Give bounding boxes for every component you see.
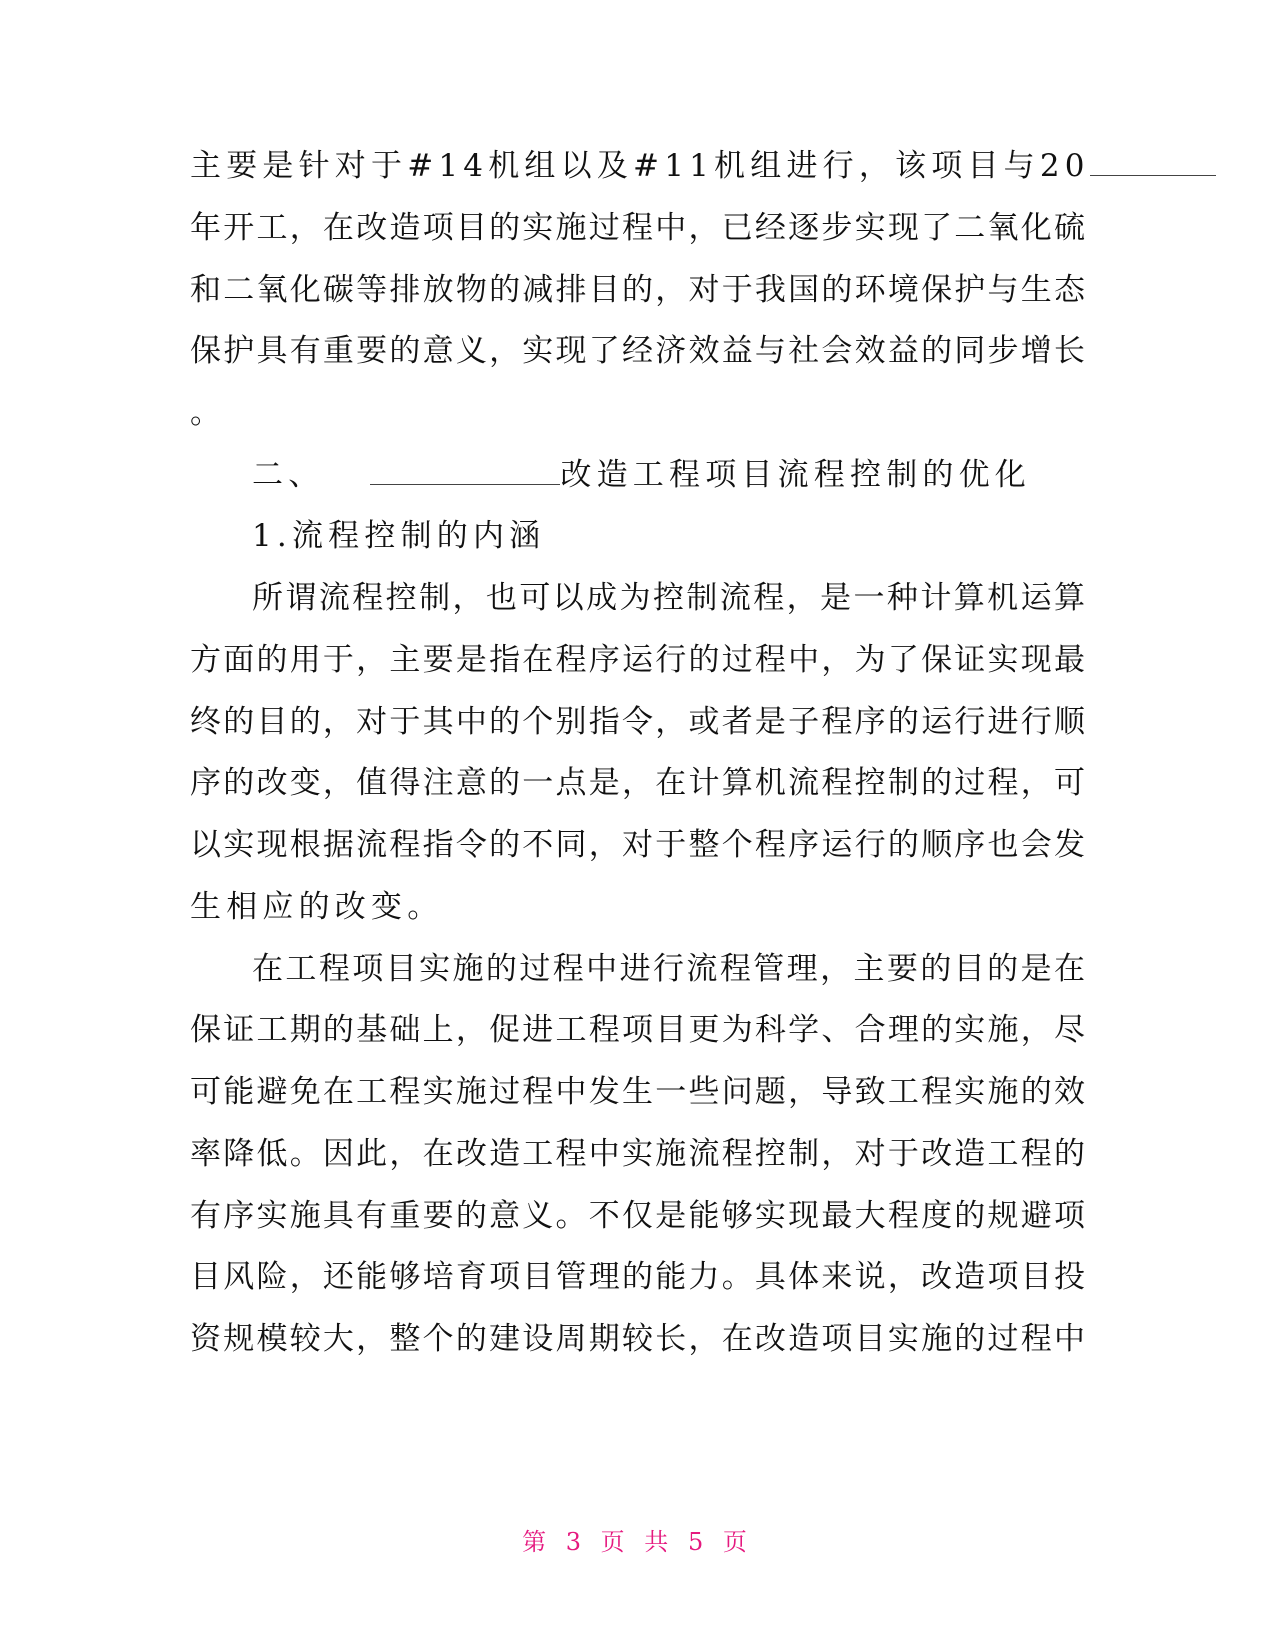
paragraph-line: 终的目的，对于其中的个别指令，或者是子程序的运行进行顺 [190,704,1085,740]
body-text-line [190,146,1090,186]
paragraph-line: 所谓流程控制，也可以成为控制流程，是一种计算机运算 [252,580,1085,616]
paragraph-line: 资规模较大，整个的建设周期较长，在改造项目实施的过程中 [190,1321,1085,1357]
body-text-line: 。 [190,395,227,431]
subheading: 1.流程控制的内涵 [252,518,546,554]
paragraph-line: 目风险，还能够培育项目管理的能力。具体来说，改造项目投 [190,1259,1085,1295]
body-text-line: 和二氧化碳等排放物的减排目的，对于我国的环境保护与生态 [190,272,1085,308]
paragraph-line: 方面的用于，主要是指在程序运行的过程中，为了保证实现最 [190,642,1085,678]
paragraph-line: 在工程项目实施的过程中进行流程管理，主要的目的是在 [252,951,1085,987]
fill-in-blank [370,462,560,485]
page-number-label: 第 3 页 共 5 页 [522,1528,753,1556]
paragraph-line: 以实现根据流程指令的不同，对于整个程序运行的顺序也会发 [190,827,1085,863]
paragraph-line: 保证工期的基础上，促进工程项目更为科学、合理的实施，尽 [190,1012,1085,1048]
page-footer [0,1522,1275,1557]
paragraph-line: 率降低。因此，在改造工程中实施流程控制，对于改造工程的 [190,1136,1085,1172]
section-number: 二、 [252,457,325,493]
paragraph-line: 有序实施具有重要的意义。不仅是能够实现最大程度的规避项 [190,1198,1085,1234]
body-text: 主要是针对于#14机组以及#11机组进行，该项目与20 [190,148,1090,184]
body-text-line: 保护具有重要的意义，实现了经济效益与社会效益的同步增长 [190,333,1085,369]
paragraph-line: 序的改变，值得注意的一点是，在计算机流程控制的过程，可 [190,765,1085,801]
body-text-line: 年开工，在改造项目的实施过程中，已经逐步实现了二氧化硫 [190,210,1085,246]
paragraph-line: 可能避免在工程实施过程中发生一些问题，导致工程实施的效 [190,1074,1085,1110]
paragraph-line: 生相应的改变。 [190,889,444,925]
section-title: 改造工程项目流程控制的优化 [560,457,1032,493]
fill-in-blank [1090,153,1216,176]
section-heading [252,455,1085,495]
